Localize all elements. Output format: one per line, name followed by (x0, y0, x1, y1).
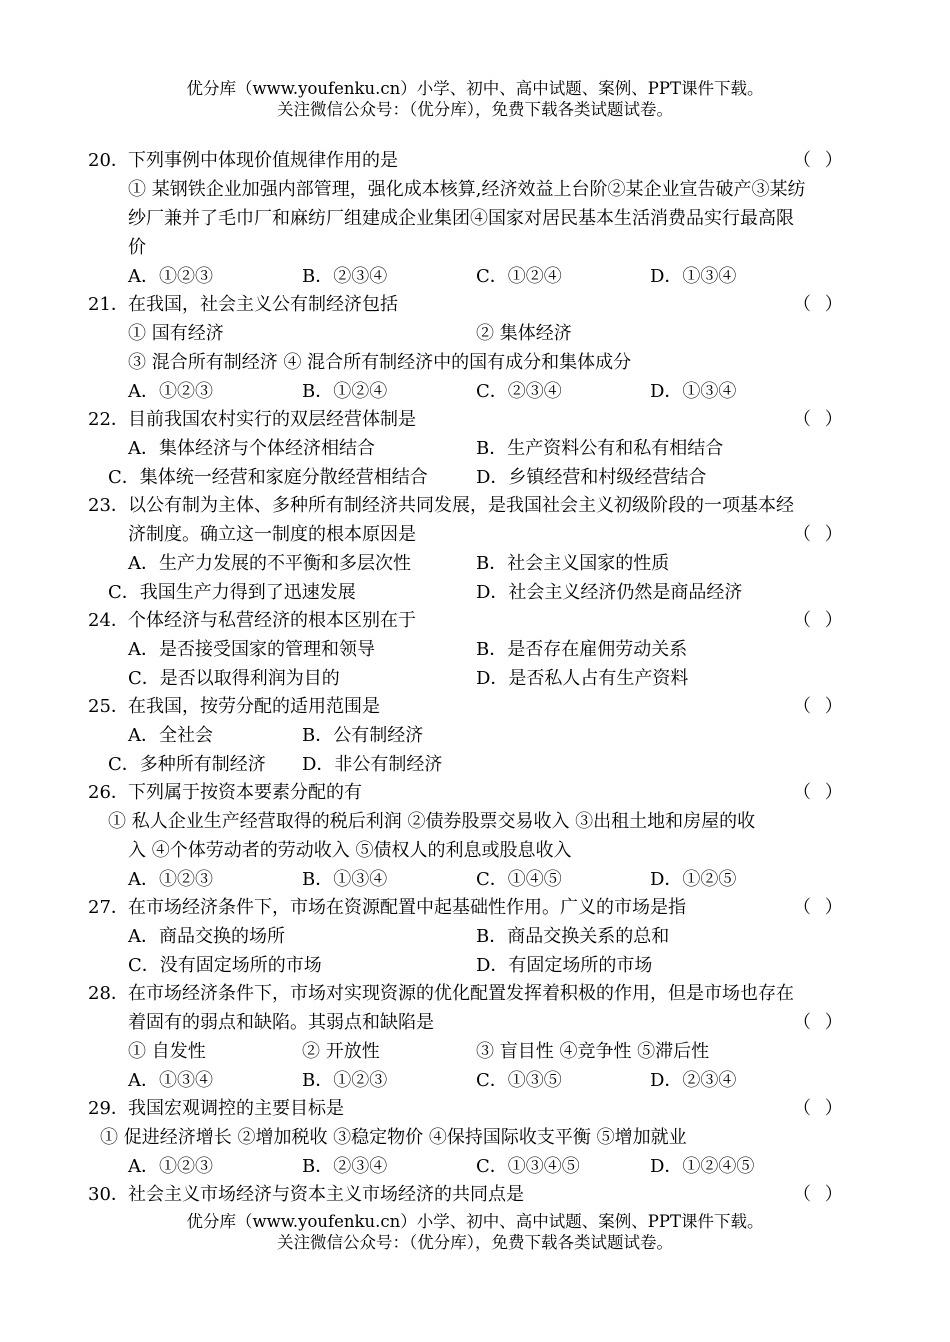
question-stem: 下列属于按资本要素分配的有 (128, 782, 362, 803)
header-line-1: 优分库（www.youfenku.cn）小学、初中、高中试题、案例、PPT课件下载。 (186, 79, 764, 98)
option-b: B．社会主义国家的性质 (476, 553, 670, 574)
option-c: C．①④⑤ (476, 869, 562, 890)
option-a: A．①②③ (128, 869, 213, 890)
answer-blank: （ ） (793, 524, 847, 545)
option-d: D．①③④ (650, 381, 737, 402)
option-a: A．是否接受国家的管理和领导 (128, 639, 375, 660)
question-number: 25． (88, 696, 129, 717)
option-c: C．①②④ (476, 266, 562, 287)
page-footer (0, 1211, 950, 1253)
question-29-stem-line (0, 1094, 950, 1123)
question-23-stem-line-2 (0, 520, 950, 549)
option-a: A．①②③ (128, 1156, 213, 1177)
option-d: D．①②⑤ (650, 869, 737, 890)
statement-line: ① 某钢铁企业加强内部管理，强化成本核算,经济效益上台阶②某企业宣告破产③某纺 (128, 179, 806, 200)
question-number: 28． (88, 983, 129, 1004)
question-28-stem-line-2 (0, 1008, 950, 1037)
option-a: A．生产力发展的不平衡和多层次性 (128, 553, 411, 574)
question-number: 29． (88, 1098, 129, 1119)
answer-blank: （ ） (793, 294, 847, 315)
question-25-stem-line (0, 692, 950, 721)
question-number: 30． (88, 1184, 129, 1205)
statement-line: 入 ④个体劳动者的劳动收入 ⑤债权人的利息或股息收入 (128, 840, 572, 861)
answer-blank: （ ） (793, 897, 847, 918)
statement-line: 纱厂兼并了毛巾厂和麻纺厂组建成企业集团④国家对居民基本生活消费品实行最高限 (128, 208, 794, 229)
option-b: B．生产资料公有和私有相结合 (476, 438, 724, 459)
header-line-2: 关注微信公众号：（优分库），免费下载各类试题试卷。 (277, 100, 673, 119)
answer-blank: （ ） (793, 782, 847, 803)
question-27-stem-line (0, 893, 950, 922)
option-b: B．商品交换关系的总和 (476, 926, 670, 947)
option-d: D．①③④ (650, 266, 737, 287)
footer-line-2: 关注微信公众号：（优分库），免费下载各类试题试卷。 (277, 1233, 673, 1252)
question-stem: 在我国，按劳分配的适用范围是 (128, 696, 380, 717)
question-number: 20． (88, 150, 129, 171)
question-number: 26． (88, 782, 129, 803)
question-stem-continued: 济制度。确立这一制度的根本原因是 (128, 524, 416, 545)
question-stem: 目前我国农村实行的双层经营体制是 (128, 409, 416, 430)
option-b: B．②③④ (302, 1156, 388, 1177)
answer-blank: （ ） (793, 696, 847, 717)
question-stem: 社会主义市场经济与资本主义市场经济的共同点是 (128, 1184, 524, 1205)
question-stem: 以公有制为主体、多种所有制经济共同发展，是我国社会主义初级阶段的一项基本经 (128, 495, 794, 516)
question-number: 21． (88, 294, 129, 315)
question-number: 23． (88, 495, 129, 516)
option-c: C．集体统一经营和家庭分散经营相结合 (108, 467, 428, 488)
option-b: B．②③④ (302, 266, 388, 287)
statement-item: ③ 盲目性 ④竞争性 ⑤滞后性 (476, 1041, 710, 1062)
answer-blank: （ ） (793, 610, 847, 631)
question-stem: 在市场经济条件下，市场在资源配置中起基础性作用。广义的市场是指 (128, 897, 686, 918)
answer-blank: （ ） (793, 1098, 847, 1119)
answer-blank: （ ） (793, 1012, 847, 1033)
question-26-stem-line (0, 778, 950, 807)
option-a: A．①③④ (128, 1070, 213, 1091)
page-header (0, 78, 950, 120)
option-c: C．没有固定场所的市场 (128, 955, 322, 976)
question-stem: 下列事例中体现价值规律作用的是 (128, 150, 398, 171)
question-30-stem-line (0, 1180, 950, 1209)
option-b: B．①②④ (302, 381, 388, 402)
option-c: C．是否以取得利润为目的 (128, 668, 340, 689)
option-d: D．②③④ (650, 1070, 737, 1091)
statement-item: ② 开放性 (302, 1041, 380, 1062)
option-c: C．多种所有制经济 (108, 754, 266, 775)
question-24-stem-line (0, 606, 950, 635)
answer-blank: （ ） (793, 150, 847, 171)
option-c: C．①③⑤ (476, 1070, 562, 1091)
question-stem: 在市场经济条件下，市场对实现资源的优化配置发挥着积极的作用，但是市场也存在 (128, 983, 794, 1004)
option-a: A．①②③ (128, 381, 213, 402)
option-d: D．是否私人占有生产资料 (476, 668, 689, 689)
option-a: A．全社会 (128, 725, 213, 746)
option-c: C．①③④⑤ (476, 1156, 580, 1177)
statement-line: ① 促进经济增长 ②增加税收 ③稳定物价 ④保持国际收支平衡 ⑤增加就业 (100, 1127, 687, 1148)
footer-line-1: 优分库（www.youfenku.cn）小学、初中、高中试题、案例、PPT课件下载。 (186, 1212, 764, 1231)
statement-line: 价 (128, 237, 146, 258)
statement-item: ① 自发性 (128, 1041, 206, 1062)
option-d: D．有固定场所的市场 (476, 955, 653, 976)
question-number: 24． (88, 610, 129, 631)
option-d: D．社会主义经济仍然是商品经济 (476, 582, 743, 603)
option-d: D．非公有制经济 (302, 754, 443, 775)
option-a: A．集体经济与个体经济相结合 (128, 438, 375, 459)
answer-blank: （ ） (793, 1184, 847, 1205)
option-b: B．是否存在雇佣劳动关系 (476, 639, 688, 660)
question-stem: 个体经济与私营经济的根本区别在于 (128, 610, 416, 631)
question-stem: 我国宏观调控的主要目标是 (128, 1098, 344, 1119)
statement-item: ② 集体经济 (476, 323, 572, 344)
question-stem: 在我国，社会主义公有制经济包括 (128, 294, 398, 315)
question-23-stem-line (0, 491, 950, 520)
statement-item: ① 国有经济 (128, 323, 224, 344)
question-22-stem-line (0, 405, 950, 434)
question-stem-continued: 着固有的弱点和缺陷。其弱点和缺陷是 (128, 1012, 434, 1033)
statement-line: ③ 混合所有制经济 ④ 混合所有制经济中的国有成分和集体成分 (128, 352, 632, 373)
question-number: 22． (88, 409, 129, 430)
question-number: 27． (88, 897, 129, 918)
option-c: C．我国生产力得到了迅速发展 (108, 582, 356, 603)
option-c: C．②③④ (476, 381, 562, 402)
statement-line: ① 私人企业生产经营取得的税后利润 ②债券股票交易收入 ③出租土地和房屋的收 (108, 811, 756, 832)
question-20-stem-line (0, 146, 950, 175)
option-a: A．商品交换的场所 (128, 926, 285, 947)
option-d: D．①②④⑤ (650, 1156, 755, 1177)
question-21-stem-line (0, 290, 950, 319)
option-a: A．①②③ (128, 266, 213, 287)
option-b: B．①③④ (302, 869, 388, 890)
answer-blank: （ ） (793, 409, 847, 430)
option-b: B．公有制经济 (302, 725, 424, 746)
question-28-stem-line (0, 979, 950, 1008)
option-b: B．①②③ (302, 1070, 388, 1091)
option-d: D．乡镇经营和村级经营结合 (476, 467, 707, 488)
